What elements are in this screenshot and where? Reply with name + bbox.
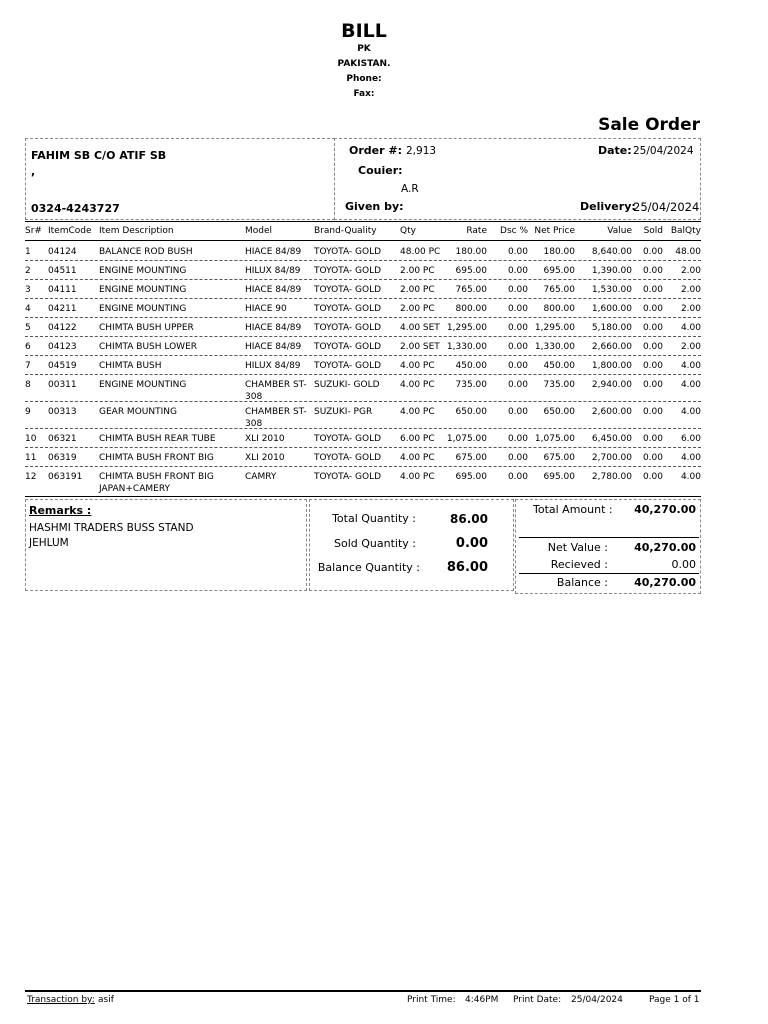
cell-sold: 0.00	[642, 266, 663, 276]
cell-sold: 0.00	[642, 453, 663, 463]
items-table-header	[25, 221, 701, 241]
cell-item-description: CHIMTA BUSH FRONT BIG	[99, 453, 214, 463]
col-item-description: Item Description	[99, 226, 174, 236]
cell-rate: 800.00	[455, 304, 487, 314]
col-sr: Sr#	[25, 226, 42, 236]
remarks-line-2: JEHLUM	[29, 537, 69, 549]
table-row	[25, 336, 701, 356]
remarks-box	[25, 499, 307, 591]
given-by-label: Given by:	[345, 200, 404, 213]
amounts-divider	[519, 537, 699, 538]
balance-value: 40,270.00	[634, 576, 696, 589]
page-number: Page 1 of 1	[649, 995, 700, 1005]
cell-value: 1,600.00	[591, 304, 632, 314]
cell-sr: 2	[25, 266, 31, 276]
customer-address: ,	[31, 165, 36, 178]
net-value-label: Net Value :	[547, 541, 608, 554]
cell-sr: 8	[25, 380, 31, 390]
cell-rate: 695.00	[455, 472, 487, 482]
cell-sold: 0.00	[642, 342, 663, 352]
cell-discount: 0.00	[507, 434, 528, 444]
cell-net-price: 800.00	[543, 304, 575, 314]
cell-rate: 735.00	[455, 380, 487, 390]
cell-value: 1,530.00	[591, 285, 632, 295]
cell-qty: 2.00 SET	[400, 342, 440, 352]
cell-brand-quality: SUZUKI- GOLD	[314, 380, 380, 390]
amounts-box	[515, 499, 701, 594]
cell-rate: 695.00	[455, 266, 487, 276]
document-type-title: Sale Order	[598, 115, 700, 135]
cell-brand-quality: TOYOTA- GOLD	[314, 323, 382, 333]
col-model: Model	[245, 226, 273, 236]
cell-qty: 2.00 PC	[400, 285, 435, 295]
table-row	[25, 298, 701, 318]
amounts-divider-2	[519, 573, 699, 574]
cell-model: XLI 2010	[245, 434, 285, 444]
cell-discount: 0.00	[507, 453, 528, 463]
cell-model: HIACE 84/89	[245, 342, 302, 352]
table-row	[25, 317, 701, 337]
table-row	[25, 260, 701, 280]
cell-item-code: 063191	[48, 472, 83, 482]
col-sold: Sold	[643, 226, 663, 236]
cell-value: 2,700.00	[591, 453, 632, 463]
col-rate: Rate	[466, 226, 487, 236]
cell-sold: 0.00	[642, 247, 663, 257]
total-amount-label: Total Amount :	[533, 503, 613, 516]
cell-sold: 0.00	[642, 285, 663, 295]
cell-qty: 4.00 PC	[400, 361, 435, 371]
cell-brand-quality: TOYOTA- GOLD	[314, 434, 382, 444]
remarks-line-1: HASHMI TRADERS BUSS STAND	[29, 522, 194, 534]
transaction-label: Transaction by:	[27, 995, 95, 1005]
cell-balance-qty: 48.00	[675, 247, 701, 257]
cell-sr: 12	[25, 472, 37, 482]
cell-rate: 765.00	[455, 285, 487, 295]
cell-sr: 6	[25, 342, 31, 352]
cell-sr: 5	[25, 323, 31, 333]
cell-sr: 3	[25, 285, 31, 295]
cell-sold: 0.00	[642, 407, 663, 417]
cell-brand-quality: TOYOTA- GOLD	[314, 266, 382, 276]
cell-brand-quality: TOYOTA- GOLD	[314, 304, 382, 314]
print-date: 25/04/2024	[571, 995, 623, 1005]
received-value: 0.00	[671, 558, 696, 571]
customer-box	[25, 138, 335, 220]
cell-value: 2,780.00	[591, 472, 632, 482]
table-row	[25, 355, 701, 375]
cell-item-description: ENGINE MOUNTING	[99, 380, 187, 390]
col-net-price: Net Price	[534, 226, 575, 236]
bill-title: BILL	[341, 20, 387, 42]
print-time-label: Print Time:	[407, 995, 456, 1005]
cell-item-code: 04511	[48, 266, 77, 276]
cell-net-price: 180.00	[543, 247, 575, 257]
cell-item-code: 04519	[48, 361, 77, 371]
cell-net-price: 650.00	[543, 407, 575, 417]
received-label: Recieved :	[550, 558, 608, 571]
table-row	[25, 466, 701, 497]
cell-discount: 0.00	[507, 361, 528, 371]
cell-brand-quality: TOYOTA- GOLD	[314, 361, 382, 371]
net-value: 40,270.00	[634, 541, 696, 554]
cell-sr: 9	[25, 407, 31, 417]
cell-item-code: 04123	[48, 342, 77, 352]
order-box	[334, 138, 701, 220]
fax-label: Fax:	[353, 89, 375, 99]
cell-balance-qty: 2.00	[680, 285, 701, 295]
cell-value: 1,800.00	[591, 361, 632, 371]
balance-quantity-label: Balance Quantity :	[317, 561, 420, 574]
cell-discount: 0.00	[507, 285, 528, 295]
cell-item-code: 06319	[48, 453, 77, 463]
customer-phone: 0324-4243727	[31, 202, 120, 215]
cell-balance-qty: 2.00	[680, 304, 701, 314]
customer-name: FAHIM SB C/O ATIF SB	[31, 149, 167, 162]
cell-balance-qty: 2.00	[680, 266, 701, 276]
cell-qty: 4.00 PC	[400, 453, 435, 463]
quantities-box	[309, 499, 514, 591]
cell-value: 2,940.00	[591, 380, 632, 390]
cell-rate: 180.00	[455, 247, 487, 257]
cell-qty: 2.00 PC	[400, 304, 435, 314]
cell-sold: 0.00	[642, 304, 663, 314]
cell-model: HIACE 84/89	[245, 247, 302, 257]
cell-qty: 6.00 PC	[400, 434, 435, 444]
cell-net-price: 1,075.00	[534, 434, 575, 444]
cell-value: 6,450.00	[591, 434, 632, 444]
order-number-label: Order #:	[349, 144, 402, 157]
delivery-date: 25/04/2024	[633, 200, 700, 214]
balance-label: Balance :	[556, 576, 608, 589]
cell-balance-qty: 4.00	[680, 380, 701, 390]
cell-model: CAMRY	[245, 472, 277, 482]
cell-sr: 11	[25, 453, 37, 463]
cell-item-code: 04122	[48, 323, 77, 333]
cell-brand-quality: TOYOTA- GOLD	[314, 453, 382, 463]
cell-net-price: 735.00	[543, 380, 575, 390]
cell-balance-qty: 6.00	[680, 434, 701, 444]
cell-net-price: 1,295.00	[534, 323, 575, 333]
cell-item-code: 04111	[48, 285, 77, 295]
cell-item-code: 00313	[48, 407, 77, 417]
cell-discount: 0.00	[507, 407, 528, 417]
cell-rate: 650.00	[455, 407, 487, 417]
cell-model: XLI 2010	[245, 453, 285, 463]
cell-item-code: 04124	[48, 247, 77, 257]
balance-quantity: 86.00	[446, 560, 488, 575]
sold-quantity-label: Sold Quantity :	[334, 537, 416, 550]
cell-qty: 4.00 PC	[400, 407, 435, 417]
cell-discount: 0.00	[507, 342, 528, 352]
cell-rate: 1,295.00	[446, 323, 487, 333]
cell-item-description: ENGINE MOUNTING	[99, 285, 187, 295]
cell-balance-qty: 2.00	[680, 342, 701, 352]
cell-model: HILUX 84/89	[245, 361, 301, 371]
cell-discount: 0.00	[507, 380, 528, 390]
table-row	[25, 374, 701, 402]
courier-label: Couier:	[358, 164, 403, 177]
date-label: Date:	[598, 144, 632, 157]
cell-brand-quality: SUZUKI- PGR	[314, 407, 373, 417]
cell-item-description: BALANCE ROD BUSH	[99, 247, 193, 257]
transaction-by: asif	[98, 995, 114, 1005]
cell-sr: 10	[25, 434, 37, 444]
cell-qty: 48.00 PC	[400, 247, 441, 257]
table-row	[25, 428, 701, 448]
table-bottom-rule	[25, 496, 701, 497]
cell-sold: 0.00	[642, 361, 663, 371]
cell-model: HIACE 84/89	[245, 323, 302, 333]
given-by-value: A.R	[401, 183, 419, 195]
sold-quantity: 0.00	[455, 536, 488, 551]
print-date-label: Print Date:	[513, 995, 562, 1005]
cell-value: 1,390.00	[591, 266, 632, 276]
cell-rate: 450.00	[455, 361, 487, 371]
cell-item-description: ENGINE MOUNTING	[99, 266, 187, 276]
cell-discount: 0.00	[507, 247, 528, 257]
order-date: 25/04/2024	[633, 145, 694, 157]
remarks-label: Remarks :	[29, 504, 92, 517]
phone-label: Phone:	[346, 74, 382, 84]
cell-sr: 1	[25, 247, 31, 257]
cell-balance-qty: 4.00	[680, 453, 701, 463]
table-row	[25, 401, 701, 429]
cell-sold: 0.00	[642, 323, 663, 333]
cell-item-description: CHIMTA BUSH REAR TUBE	[99, 434, 216, 444]
cell-sold: 0.00	[642, 472, 663, 482]
col-qty: Qty	[400, 226, 416, 236]
cell-discount: 0.00	[507, 304, 528, 314]
cell-value: 2,660.00	[591, 342, 632, 352]
cell-balance-qty: 4.00	[680, 361, 701, 371]
cell-sold: 0.00	[642, 380, 663, 390]
cell-item-code: 00311	[48, 380, 77, 390]
cell-balance-qty: 4.00	[680, 323, 701, 333]
cell-brand-quality: TOYOTA- GOLD	[314, 342, 382, 352]
cell-net-price: 1,330.00	[534, 342, 575, 352]
cell-item-description: CHIMTA BUSH LOWER	[99, 342, 198, 352]
cell-item-description: CHIMTA BUSH	[99, 361, 162, 371]
cell-net-price: 765.00	[543, 285, 575, 295]
table-row	[25, 241, 701, 261]
cell-balance-qty: 4.00	[680, 407, 701, 417]
cell-sr: 7	[25, 361, 31, 371]
cell-value: 8,640.00	[591, 247, 632, 257]
cell-item-description: GEAR MOUNTING	[99, 407, 177, 417]
cell-item-description: CHIMTA BUSH FRONT BIG JAPAN+CAMERY	[99, 472, 214, 494]
cell-discount: 0.00	[507, 266, 528, 276]
cell-qty: 4.00 SET	[400, 323, 440, 333]
delivery-label: Delivery:	[580, 200, 636, 213]
total-amount: 40,270.00	[634, 503, 696, 516]
cell-rate: 675.00	[455, 453, 487, 463]
cell-sold: 0.00	[642, 434, 663, 444]
table-row	[25, 447, 701, 467]
cell-sr: 4	[25, 304, 31, 314]
cell-rate: 1,075.00	[446, 434, 487, 444]
cell-brand-quality: TOYOTA- GOLD	[314, 472, 382, 482]
col-item-code: ItemCode	[48, 226, 92, 236]
cell-value: 2,600.00	[591, 407, 632, 417]
cell-qty: 4.00 PC	[400, 380, 435, 390]
col-discount: Dsc %	[500, 226, 528, 236]
cell-net-price: 695.00	[543, 472, 575, 482]
cell-qty: 4.00 PC	[400, 472, 435, 482]
cell-brand-quality: TOYOTA- GOLD	[314, 285, 382, 295]
cell-qty: 2.00 PC	[400, 266, 435, 276]
cell-item-code: 06321	[48, 434, 77, 444]
table-row	[25, 279, 701, 299]
col-balance-qty: BalQty	[670, 226, 701, 236]
cell-model: HIACE 84/89	[245, 285, 302, 295]
cell-rate: 1,330.00	[446, 342, 487, 352]
cell-balance-qty: 4.00	[680, 472, 701, 482]
print-time: 4:46PM	[465, 995, 499, 1005]
footer-rule	[25, 990, 701, 992]
col-brand-quality: Brand-Quality	[314, 226, 377, 236]
cell-model: HIACE 90	[245, 304, 287, 314]
cell-value: 5,180.00	[591, 323, 632, 333]
total-quantity: 86.00	[450, 512, 488, 526]
cell-net-price: 675.00	[543, 453, 575, 463]
cell-discount: 0.00	[507, 323, 528, 333]
cell-net-price: 450.00	[543, 361, 575, 371]
order-number: 2,913	[406, 145, 437, 157]
cell-brand-quality: TOYOTA- GOLD	[314, 247, 382, 257]
cell-item-description: CHIMTA BUSH UPPER	[99, 323, 194, 333]
cell-item-description: ENGINE MOUNTING	[99, 304, 187, 314]
cell-item-code: 04211	[48, 304, 77, 314]
cell-net-price: 695.00	[543, 266, 575, 276]
col-value: Value	[607, 226, 632, 236]
country-name: PAKISTAN.	[337, 59, 391, 69]
cell-discount: 0.00	[507, 472, 528, 482]
cell-model: CHAMBER ST-308	[245, 380, 307, 402]
country-code: PK	[357, 44, 371, 54]
total-quantity-label: Total Quantity :	[332, 512, 416, 525]
cell-model: CHAMBER ST-308	[245, 407, 307, 429]
cell-model: HILUX 84/89	[245, 266, 301, 276]
